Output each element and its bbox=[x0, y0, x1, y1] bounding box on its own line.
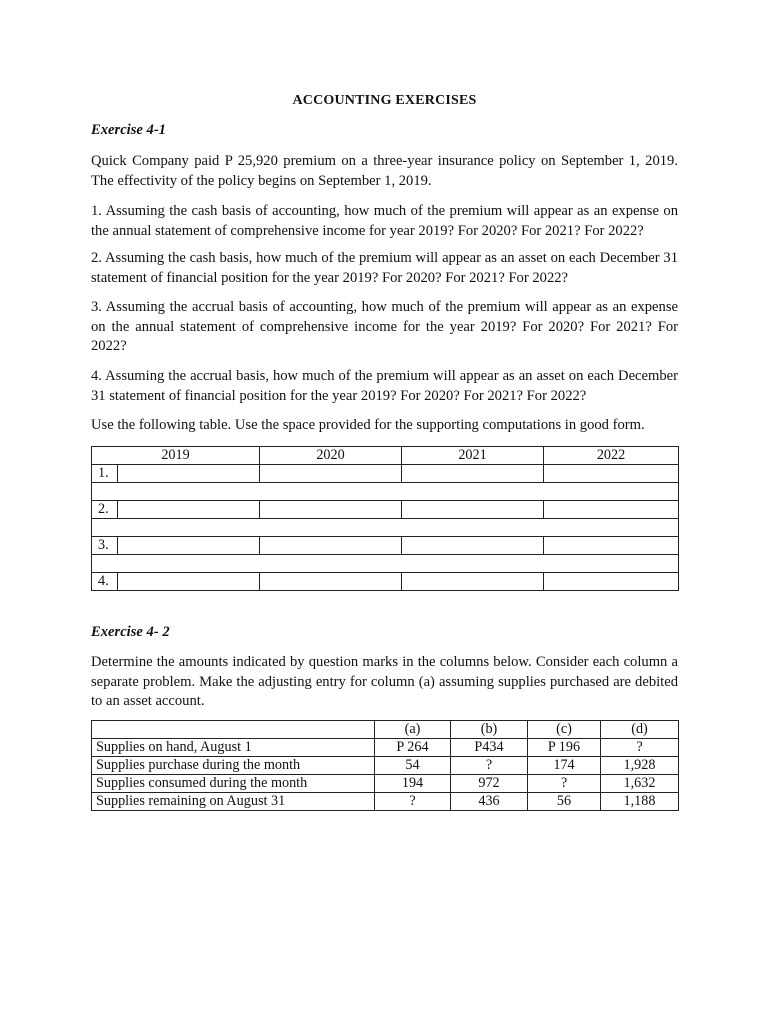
answer-cell[interactable] bbox=[118, 465, 260, 483]
exercise-1-instruction: Use the following table. Use the space provided for the supporting computations in good form. bbox=[91, 417, 645, 433]
answer-cell[interactable] bbox=[260, 465, 402, 483]
page-title: ACCOUNTING EXERCISES bbox=[292, 93, 477, 108]
answer-cell[interactable] bbox=[544, 537, 679, 555]
value-cell: 174 bbox=[528, 757, 601, 775]
exercise-1-question-1: 1. Assuming the cash basis of accounting, how much of the premium will appear as an expense on the annual statement of comprehensive income for year 2019? For 2020? For 2021? For 2022? bbox=[91, 203, 678, 239]
answer-cell[interactable] bbox=[118, 573, 260, 591]
table-row bbox=[92, 757, 679, 775]
value-cell: 194 bbox=[375, 775, 451, 793]
table-row bbox=[92, 501, 679, 519]
row-number: 1. bbox=[92, 465, 118, 483]
year-header: 2020 bbox=[260, 447, 402, 465]
row-number: 4. bbox=[92, 573, 118, 591]
table-spacer-row bbox=[92, 483, 679, 501]
exercise-1-question-3: 3. Assuming the accrual basis of accounting, how much of the premium will appear as an expense on the annual statement of comprehensive income for the year 2019? For 2020? For 2021? For 2022? bbox=[91, 299, 678, 354]
column-header: (b) bbox=[451, 721, 528, 739]
row-number: 2. bbox=[92, 501, 118, 519]
answer-cell[interactable] bbox=[402, 501, 544, 519]
value-cell: 54 bbox=[375, 757, 451, 775]
answer-table-header-row bbox=[92, 447, 679, 465]
table-row bbox=[92, 465, 679, 483]
answer-cell[interactable] bbox=[544, 573, 679, 591]
value-cell: P434 bbox=[451, 739, 528, 757]
exercise-2-intro: Determine the amounts indicated by question marks in the columns below. Consider each column a separate problem. Make the adjusting entry for column (a) assuming supplies purchased are debited to an asset account. bbox=[91, 654, 678, 709]
row-label: Supplies consumed during the month bbox=[92, 775, 375, 793]
value-cell: 56 bbox=[528, 793, 601, 811]
spacer-cell bbox=[92, 555, 679, 573]
value-cell: 1,188 bbox=[601, 793, 679, 811]
exercise-1-question-4: 4. Assuming the accrual basis, how much of the premium will appear as an asset on each December 31 statement of financial position for the year 2019? For 2020? For 2021? For 2022? bbox=[91, 368, 678, 404]
column-header: (c) bbox=[528, 721, 601, 739]
table-row bbox=[92, 793, 679, 811]
value-cell: 436 bbox=[451, 793, 528, 811]
answer-cell[interactable] bbox=[118, 501, 260, 519]
exercise-1-heading: Exercise 4-1 bbox=[91, 122, 166, 138]
answer-cell[interactable] bbox=[118, 537, 260, 555]
answer-cell[interactable] bbox=[402, 573, 544, 591]
value-cell: 1,928 bbox=[601, 757, 679, 775]
value-cell: P 264 bbox=[375, 739, 451, 757]
table-row bbox=[92, 775, 679, 793]
year-header: 2019 bbox=[92, 447, 260, 465]
value-cell: ? bbox=[528, 775, 601, 793]
supplies-table-header-row bbox=[92, 721, 679, 739]
value-cell: 972 bbox=[451, 775, 528, 793]
spacer-cell bbox=[92, 483, 679, 501]
table-row bbox=[92, 537, 679, 555]
answer-table bbox=[91, 446, 679, 591]
table-spacer-row bbox=[92, 519, 679, 537]
spacer-cell bbox=[92, 519, 679, 537]
answer-cell[interactable] bbox=[402, 465, 544, 483]
answer-cell[interactable] bbox=[544, 465, 679, 483]
table-row bbox=[92, 573, 679, 591]
row-label: Supplies on hand, August 1 bbox=[92, 739, 375, 757]
year-header: 2021 bbox=[402, 447, 544, 465]
answer-cell[interactable] bbox=[544, 501, 679, 519]
row-label: Supplies remaining on August 31 bbox=[92, 793, 375, 811]
empty-header-cell bbox=[92, 721, 375, 739]
column-header: (a) bbox=[375, 721, 451, 739]
table-spacer-row bbox=[92, 555, 679, 573]
row-number: 3. bbox=[92, 537, 118, 555]
answer-cell[interactable] bbox=[260, 501, 402, 519]
exercise-2-heading: Exercise 4- 2 bbox=[91, 624, 170, 640]
exercise-1-intro: Quick Company paid P 25,920 premium on a three-year insurance policy on September 1, 2019. The effectivity of the policy begins on September 1, 2019. bbox=[91, 153, 678, 189]
supplies-table bbox=[91, 720, 679, 811]
answer-cell[interactable] bbox=[260, 573, 402, 591]
answer-cell[interactable] bbox=[260, 537, 402, 555]
table-row bbox=[92, 739, 679, 757]
column-header: (d) bbox=[601, 721, 679, 739]
value-cell: ? bbox=[375, 793, 451, 811]
value-cell: P 196 bbox=[528, 739, 601, 757]
value-cell: ? bbox=[601, 739, 679, 757]
answer-cell[interactable] bbox=[402, 537, 544, 555]
value-cell: 1,632 bbox=[601, 775, 679, 793]
row-label: Supplies purchase during the month bbox=[92, 757, 375, 775]
year-header: 2022 bbox=[544, 447, 679, 465]
value-cell: ? bbox=[451, 757, 528, 775]
exercise-1-question-2: 2. Assuming the cash basis, how much of the premium will appear as an asset on each December 31 statement of financial position for the year 2019? For 2020? For 2021? For 2022? bbox=[91, 250, 678, 286]
